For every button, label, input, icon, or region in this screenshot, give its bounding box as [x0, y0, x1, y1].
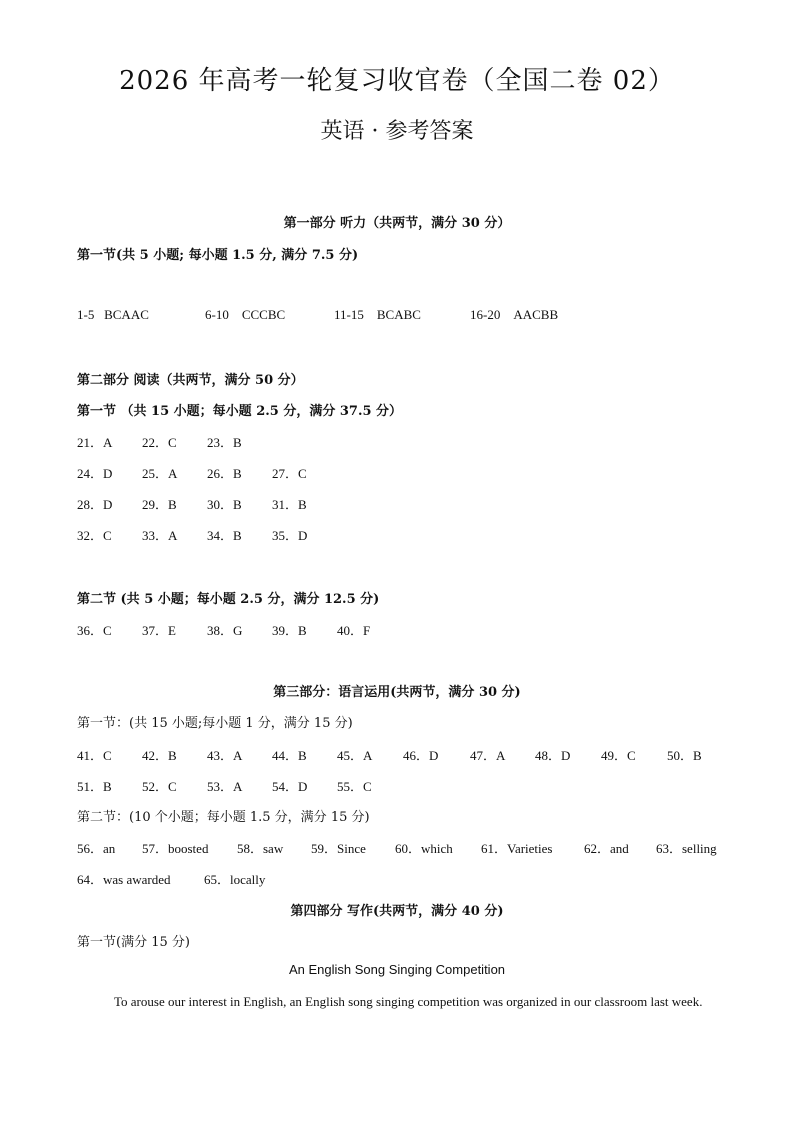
answer-item: 45．A [337, 748, 373, 763]
answer-key: CCCBC [241, 307, 286, 322]
answer-item: 33．A [142, 528, 178, 543]
answer-item: 58．saw [237, 841, 284, 856]
part4-heading: 第四部分 写作(共两节，满分 40 分) [290, 904, 504, 919]
part3-section1-heading: 第一节：(共 15 小题;每小题 1 分，满分 15 分) [77, 716, 353, 731]
answer-item: 28．D [77, 497, 113, 512]
answer-item: 48．D [535, 748, 571, 763]
answer-item: 47．A [470, 748, 506, 763]
answer-group [470, 307, 558, 323]
part2-section2-heading: 第二节 (共 5 小题；每小题 2.5 分，满分 12.5 分) [77, 592, 380, 607]
answer-item: 53．A [207, 779, 243, 794]
part3-heading: 第三部分：语言运用(共两节，满分 30 分) [273, 685, 521, 700]
page-title: 2026 年高考一轮复习收官卷（全国二卷 02） [119, 66, 675, 96]
answer-item: 22．C [142, 435, 177, 450]
answer-range: 11-15 [334, 307, 364, 322]
part3-section2-heading: 第二节：(10 个小题；每小题 1.5 分，满分 15 分) [77, 810, 370, 825]
answer-item: 59．Since [311, 841, 366, 856]
answer-item: 61．Varieties [481, 841, 553, 856]
answer-item: 44．B [272, 748, 307, 763]
answer-group [205, 307, 285, 323]
answer-item: 49．C [601, 748, 636, 763]
answer-key: AACBB [513, 307, 559, 322]
answer-item: 63．selling [656, 841, 717, 856]
part2-heading: 第二部分 阅读（共两节，满分 50 分） [77, 373, 304, 388]
answer-item: 39．B [272, 623, 307, 638]
part1-heading: 第一部分 听力（共两节，满分 30 分） [283, 216, 511, 231]
answer-item: 41．C [77, 748, 112, 763]
answer-item: 51．B [77, 779, 112, 794]
answer-item: 54．D [272, 779, 308, 794]
answer-item: 56．an [77, 841, 116, 856]
answer-range: 1-5 [77, 307, 95, 322]
answer-item: 36．C [77, 623, 112, 638]
answer-item: 34．B [207, 528, 242, 543]
answer-item: 26．B [207, 466, 242, 481]
answer-item: 43．A [207, 748, 243, 763]
answer-range: 16-20 [470, 307, 501, 322]
part2-section1-heading: 第一节 （共 15 小题；每小题 2.5 分，满分 37.5 分） [77, 404, 403, 419]
answer-item: 42．B [142, 748, 177, 763]
answer-item: 24．D [77, 466, 113, 481]
answer-item: 52．C [142, 779, 177, 794]
answer-item: 27．C [272, 466, 307, 481]
page-subtitle: 英语 · 参考答案 [320, 119, 474, 144]
answer-group [334, 307, 421, 323]
part4-section1-heading: 第一节(满分 15 分) [77, 935, 190, 950]
part1-section1-heading: 第一节(共 5 小题; 每小题 1.5 分, 满分 7.5 分) [77, 248, 359, 263]
answer-group [77, 307, 149, 323]
answer-item: 46．D [403, 748, 439, 763]
answer-item: 65．locally [204, 872, 266, 887]
answer-item: 37．E [142, 623, 176, 638]
answer-item: 38．G [207, 623, 243, 638]
answer-range: 6-10 [205, 307, 229, 322]
answer-item: 21．A [77, 435, 113, 450]
answer-item: 50．B [667, 748, 702, 763]
answer-key: BCABC [376, 307, 421, 322]
essay-paragraph: To arouse our interest in English, an English song singing competition was organized in our classroom last week. [114, 994, 703, 1009]
answer-item: 32．C [77, 528, 112, 543]
answer-item: 62．and [584, 841, 629, 856]
answer-item: 57．boosted [142, 841, 209, 856]
answer-item: 35．D [272, 528, 308, 543]
answer-item: 55．C [337, 779, 372, 794]
essay-title: An English Song Singing Competition [288, 962, 506, 977]
answer-item: 40．F [337, 623, 371, 638]
answer-key: BCAAC [104, 307, 149, 322]
answer-item: 30．B [207, 497, 242, 512]
answer-item: 60．which [395, 841, 453, 856]
answer-item: 31．B [272, 497, 307, 512]
answer-item: 64．was awarded [77, 872, 171, 887]
answer-item: 25．A [142, 466, 178, 481]
answer-item: 23．B [207, 435, 242, 450]
answer-item: 29．B [142, 497, 177, 512]
